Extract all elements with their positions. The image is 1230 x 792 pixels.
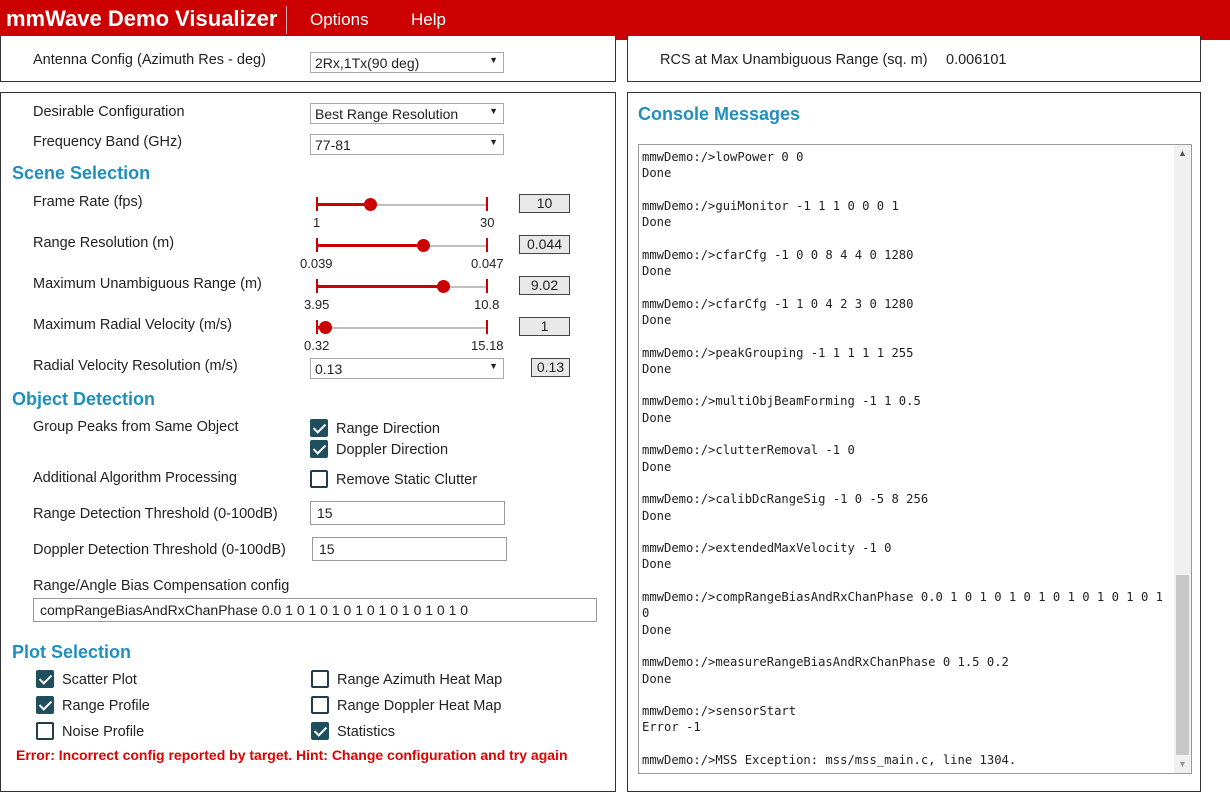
scatter-plot-label: Scatter Plot xyxy=(62,672,137,688)
console-output[interactable] xyxy=(638,144,1192,774)
remove-static-clutter-checkbox[interactable] xyxy=(310,470,328,488)
rcs-label: RCS at Max Unambiguous Range (sq. m) xyxy=(660,52,928,68)
slider-thumb[interactable] xyxy=(364,198,377,211)
chevron-down-icon: ▼ xyxy=(489,361,498,371)
max-range-slider[interactable] xyxy=(300,278,510,312)
max-range-value[interactable]: 9.02 xyxy=(519,276,570,295)
range-doppler-label: Range Doppler Heat Map xyxy=(337,698,502,714)
range-azimuth-checkbox[interactable] xyxy=(311,670,329,688)
antenna-config-select[interactable] xyxy=(310,52,504,73)
scroll-down-icon[interactable]: ▼ xyxy=(1178,759,1187,769)
frequency-band-select[interactable] xyxy=(310,134,504,155)
console-text: mmwDemo:/>lowPower 0 0 Done mmwDemo:/>guiMonitor -1 1 1 0 0 0 1 Done mmwDemo:/>cfarCfg -1 0 0 8 4 4 0 1280 Done mmwDemo:/>cfarCfg -1 1 0 4 2 3 0 1280 Done mmwDemo:/>peakGrouping -1 1 1 1 1 255 Done mmwDemo:/>multiObjBeamForming -1 1 0.5 Done mmwDemo:/>clutterRemoval -1 0 Done mmwDemo:/>calibDcRangeSig -1 0 -5 8 256 Done mmwDemo:/>extendedMaxVelocity -1 0 Done mmwDemo:/>compRangeBiasAndRxChanPhase 0.0 1 0 1 0 1 0 1 0 1 0 1 0 1 0 1 0 Done mmwDemo:/>measureRangeBiasAndRxChanPhase 0 1.5 0.2 Done mmwDemo:/>sensorStart Error -1 mmwDemo:/>MSS Exception: mss/mss_main.c, line 1304. xyxy=(642,150,1163,767)
chevron-down-icon: ▼ xyxy=(489,137,498,147)
bias-compensation-input[interactable]: compRangeBiasAndRxChanPhase 0.0 1 0 1 0 1 0 1 0 1 0 1 0 1 0 1 0 xyxy=(33,598,597,622)
range-doppler-checkbox[interactable] xyxy=(311,696,329,714)
noise-profile-checkbox[interactable] xyxy=(36,722,54,740)
menu-help[interactable]: Help xyxy=(411,10,446,29)
plot-selection-title: Plot Selection xyxy=(12,642,132,662)
slider-max: 10.8 xyxy=(474,297,500,312)
doppler-threshold-input[interactable]: 15 xyxy=(312,537,507,561)
range-azimuth-label: Range Azimuth Heat Map xyxy=(337,672,503,688)
max-range-label: Maximum Unambiguous Range (m) xyxy=(33,276,262,292)
range-resolution-value[interactable]: 0.044 xyxy=(519,235,570,254)
error-message: Error: Incorrect config reported by target. Hint: Change configuration and try again xyxy=(16,747,568,763)
velocity-resolution-value: 0.13 xyxy=(531,358,570,377)
range-resolution-label: Range Resolution (m) xyxy=(33,235,175,251)
additional-processing-label: Additional Algorithm Processing xyxy=(33,470,237,486)
bias-compensation-label: Range/Angle Bias Compensation config xyxy=(33,578,290,594)
desirable-config-value: Best Range Resolution xyxy=(315,106,459,122)
max-velocity-label: Maximum Radial Velocity (m/s) xyxy=(33,317,233,333)
console-messages-title: Console Messages xyxy=(638,104,801,124)
slider-min: 3.95 xyxy=(304,297,330,312)
chevron-down-icon: ▼ xyxy=(489,55,498,65)
scrollbar-thumb[interactable] xyxy=(1176,575,1189,755)
range-resolution-slider[interactable] xyxy=(300,237,510,271)
frequency-band-label: Frequency Band (GHz) xyxy=(33,134,183,150)
slider-thumb[interactable] xyxy=(437,280,450,293)
group-peaks-label: Group Peaks from Same Object xyxy=(33,419,239,435)
frame-rate-value[interactable]: 10 xyxy=(519,194,570,213)
slider-max: 0.047 xyxy=(471,256,504,271)
velocity-resolution-option: 0.13 xyxy=(315,361,343,377)
statistics-checkbox[interactable] xyxy=(311,722,329,740)
range-threshold-input[interactable]: 15 xyxy=(310,501,505,525)
app-title: mmWave Demo Visualizer xyxy=(6,6,278,31)
scroll-up-icon[interactable]: ▲ xyxy=(1178,148,1187,158)
header-divider xyxy=(286,6,287,34)
range-profile-checkbox[interactable] xyxy=(36,696,54,714)
frame-rate-label: Frame Rate (fps) xyxy=(33,194,143,210)
velocity-resolution-label: Radial Velocity Resolution (m/s) xyxy=(33,358,238,374)
max-velocity-value[interactable]: 1 xyxy=(519,317,570,336)
slider-max: 15.18 xyxy=(471,338,504,353)
slider-min: 1 xyxy=(313,215,321,230)
range-direction-label: Range Direction xyxy=(336,421,440,437)
noise-profile-label: Noise Profile xyxy=(62,724,145,740)
range-direction-checkbox[interactable] xyxy=(310,419,328,437)
max-velocity-slider[interactable] xyxy=(300,319,510,353)
menu-options[interactable]: Options xyxy=(310,10,369,29)
remove-static-clutter-label: Remove Static Clutter xyxy=(336,472,478,488)
scatter-plot-checkbox[interactable] xyxy=(36,670,54,688)
slider-min: 0.32 xyxy=(304,338,330,353)
range-profile-label: Range Profile xyxy=(62,698,150,714)
slider-thumb[interactable] xyxy=(319,321,332,334)
doppler-direction-checkbox[interactable] xyxy=(310,440,328,458)
desirable-config-label: Desirable Configuration xyxy=(33,104,185,120)
slider-thumb[interactable] xyxy=(417,239,430,252)
doppler-direction-label: Doppler Direction xyxy=(336,442,449,458)
range-threshold-label: Range Detection Threshold (0-100dB) xyxy=(33,506,278,522)
slider-min: 0.039 xyxy=(300,256,333,271)
velocity-resolution-select[interactable] xyxy=(310,358,504,379)
rcs-value: 0.006101 xyxy=(946,52,1007,68)
object-detection-title: Object Detection xyxy=(12,389,156,409)
antenna-config-label: Antenna Config (Azimuth Res - deg) xyxy=(33,52,266,68)
chevron-down-icon: ▼ xyxy=(489,106,498,116)
statistics-label: Statistics xyxy=(337,724,396,740)
slider-max: 30 xyxy=(480,215,495,230)
frame-rate-slider[interactable] xyxy=(300,196,500,230)
doppler-threshold-label: Doppler Detection Threshold (0-100dB) xyxy=(33,542,286,558)
console-scrollbar[interactable] xyxy=(1174,145,1191,773)
frequency-band-value: 77-81 xyxy=(315,137,351,153)
antenna-config-value: 2Rx,1Tx(90 deg) xyxy=(315,55,420,71)
scene-selection-title: Scene Selection xyxy=(12,163,151,183)
desirable-config-select[interactable] xyxy=(310,103,504,124)
